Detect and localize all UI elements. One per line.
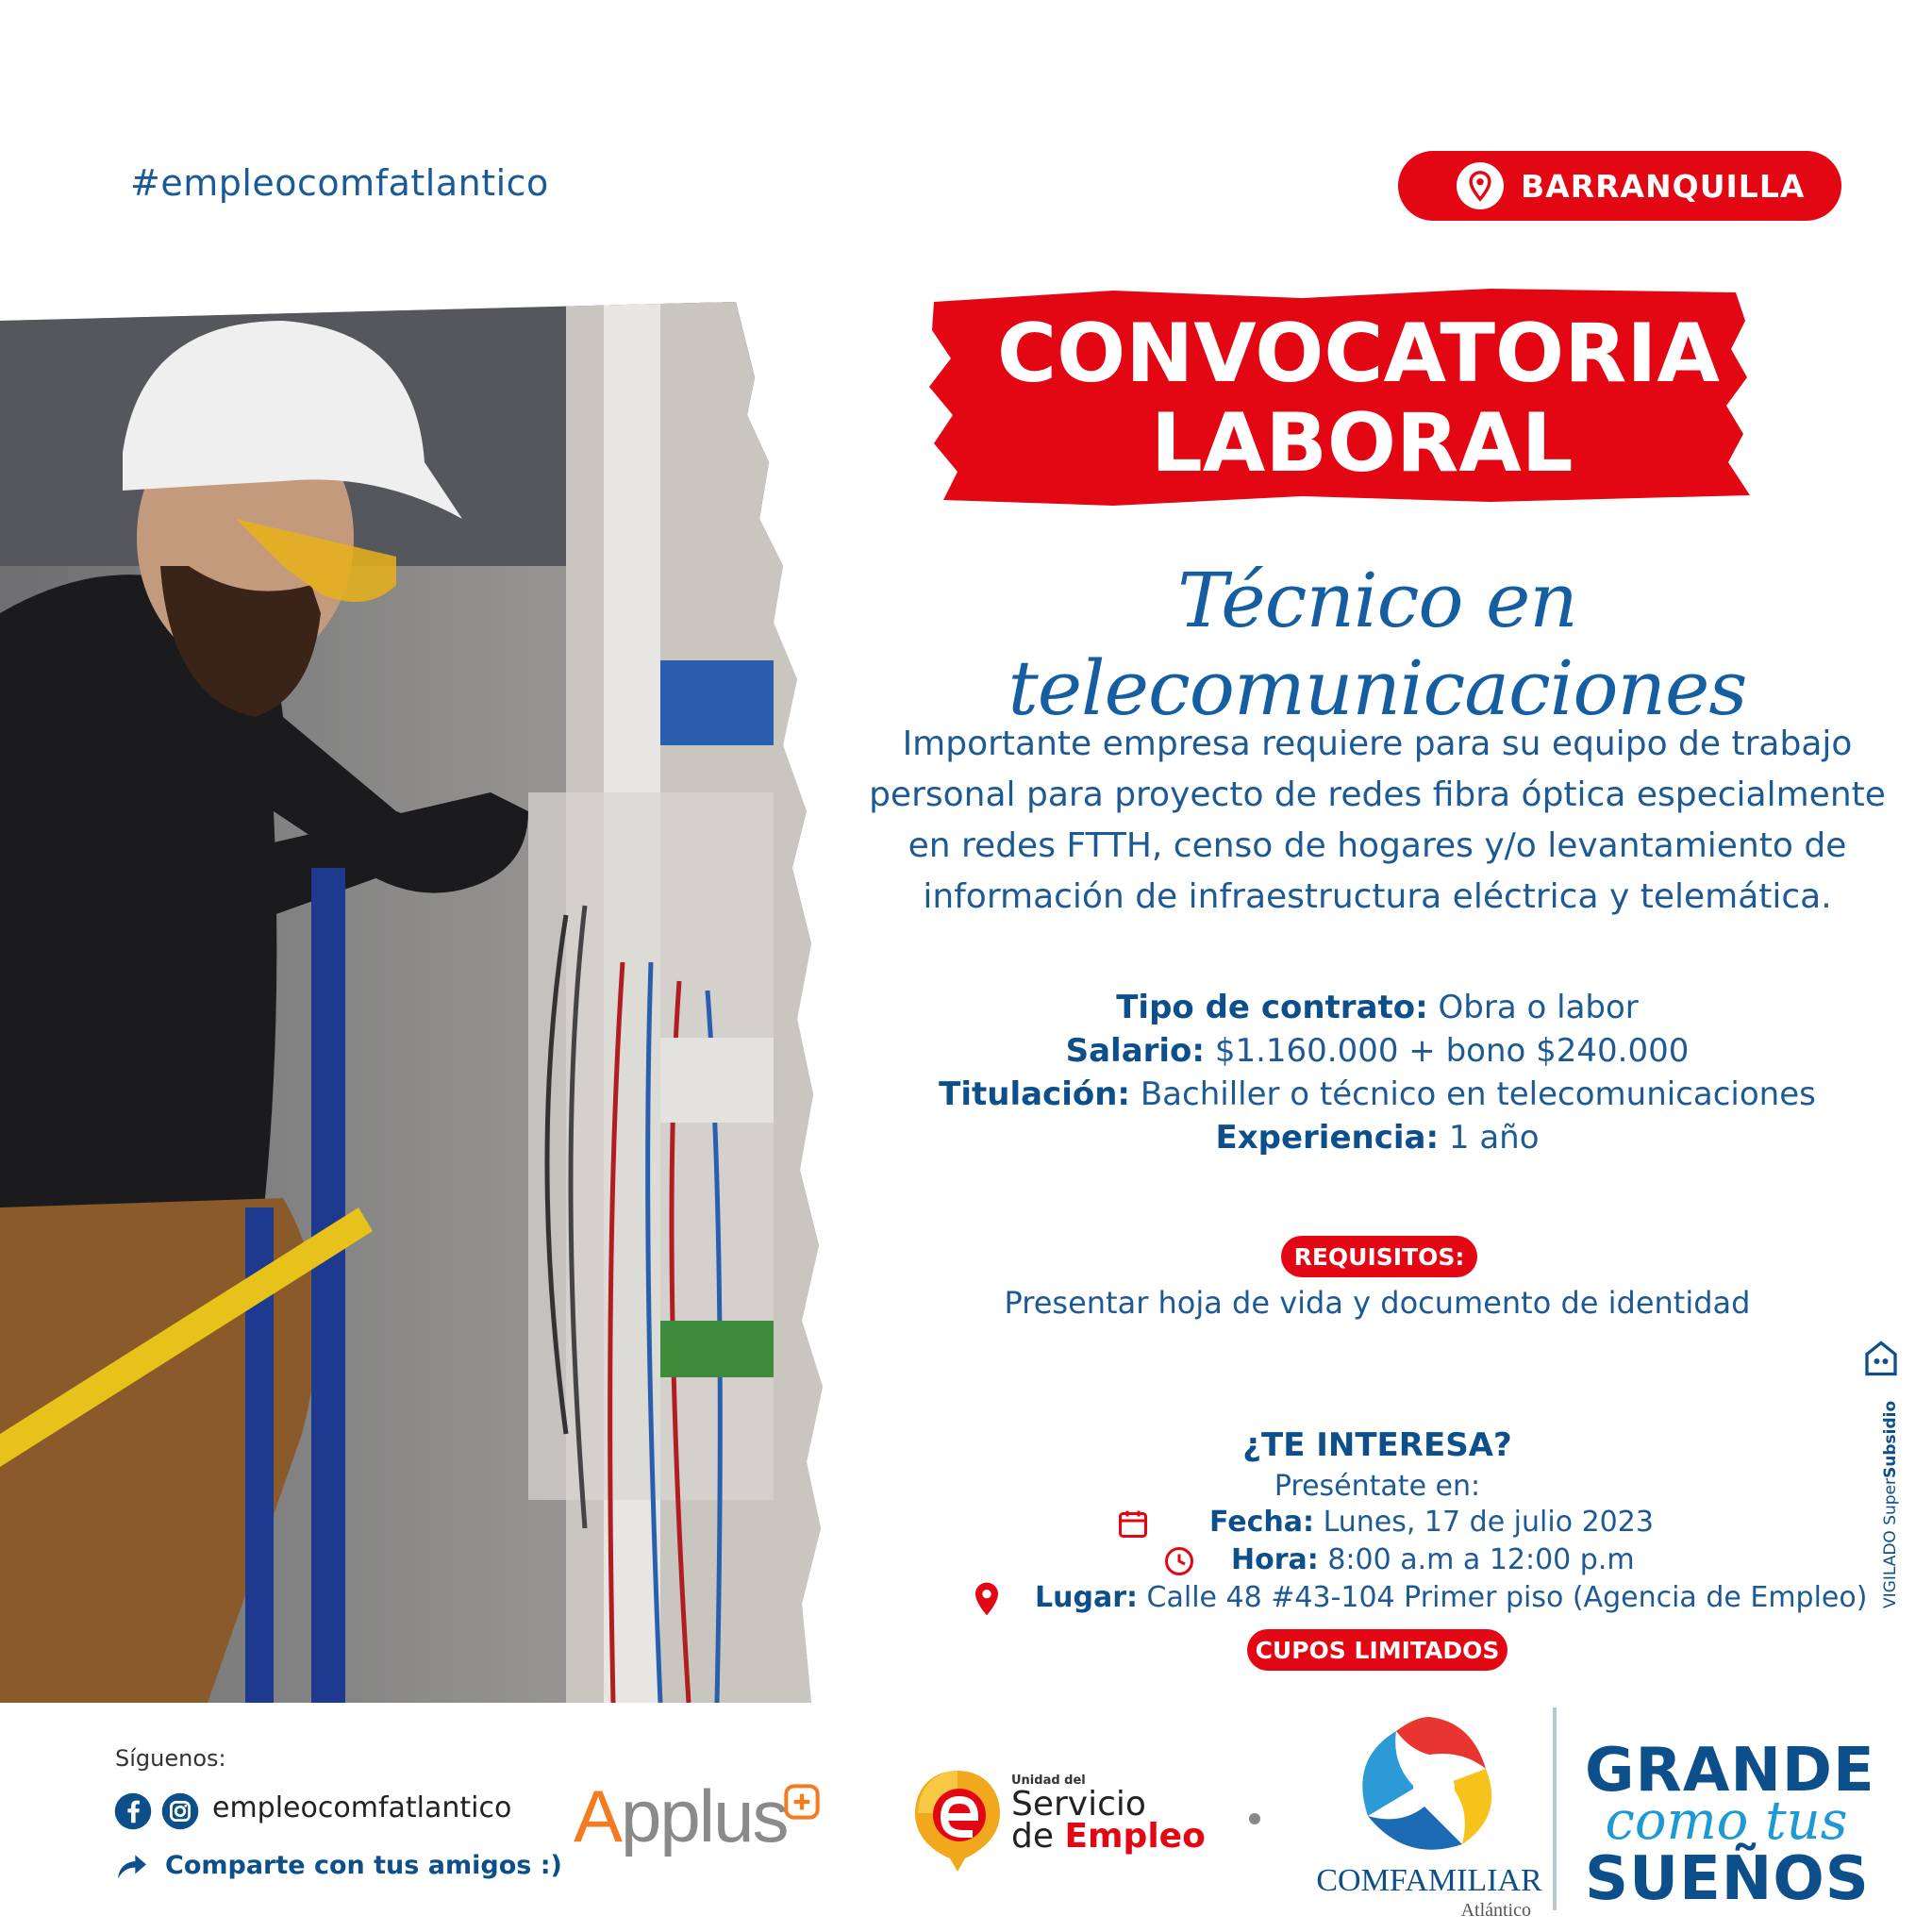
limited-spots-badge: CUPOS LIMITADOS [1247, 1629, 1507, 1671]
place-value: Calle 48 #43-104 Primer piso (Agencia de Empleo) [1146, 1581, 1868, 1614]
share-arrow-icon[interactable] [113, 1847, 151, 1889]
clock-icon [1162, 1544, 1196, 1582]
servicio-line2 [1011, 1817, 1206, 1856]
slogan-line1: GRANDE [1585, 1736, 1875, 1806]
social-handle[interactable]: empleocomfatlantico [212, 1791, 512, 1824]
comfamiliar-sub: Atlántico [1460, 1900, 1531, 1921]
footer-divider [1553, 1707, 1557, 1910]
share-text[interactable]: Comparte con tus amigos :) [165, 1851, 562, 1880]
separator-dot [1249, 1813, 1260, 1824]
applus-first-letter: A [574, 1774, 622, 1857]
date-line [1209, 1506, 1654, 1539]
detail-value: $1.160.000 + bono $240.000 [1214, 1032, 1690, 1070]
hashtag: #empleocomfatlantico [130, 162, 549, 204]
detail-value: 1 año [1448, 1119, 1540, 1157]
facebook-icon[interactable] [113, 1791, 153, 1835]
comfamiliar-name: COMFAMILIAR [1316, 1863, 1542, 1898]
applus-plus-icon [783, 1783, 821, 1824]
applus-rest: pplus [621, 1774, 788, 1857]
interest-subtitle: Preséntate en: [1274, 1470, 1481, 1503]
calendar-icon [1116, 1507, 1150, 1544]
job-description: Importante empresa requiere para su equipo de trabajo personal para proyecto de redes fibra óptica especialmente en redes FTTH, censo de hogares y/o levantamiento de información de infraestructura eléctrica y telemática. [869, 724, 1886, 916]
servicio-line1: Servicio [1011, 1785, 1146, 1824]
vigilado-suffix: Subsidio [1881, 1400, 1900, 1478]
applus-logo [574, 1774, 788, 1859]
detail-label: Salario: [1065, 1032, 1206, 1070]
location-label: BARRANQUILLA [1521, 167, 1806, 205]
vigilado-supersubsidio [1857, 1340, 1913, 1623]
comfamiliar-logo-icon [1349, 1712, 1509, 1857]
map-pin-icon [972, 1581, 1002, 1621]
instagram-icon[interactable] [160, 1791, 200, 1835]
detail-label: Experiencia: [1215, 1119, 1440, 1157]
detail-value: Obra o labor [1438, 989, 1639, 1026]
date-value: Lunes, 17 de julio 2023 [1323, 1506, 1654, 1539]
slogan-line2: como tus [1605, 1790, 1848, 1852]
detail-value: Bachiller o técnico en telecomunicaciones [1140, 1075, 1816, 1113]
servicio-de: de [1011, 1817, 1065, 1856]
servicio-empleo-icon [910, 1766, 1005, 1878]
detail-experience [849, 1119, 1906, 1157]
detail-contract [849, 989, 1906, 1026]
date-label: Fecha: [1209, 1506, 1315, 1539]
servicio-empleo: Empleo [1064, 1817, 1206, 1856]
detail-salary [849, 1032, 1906, 1070]
location-pin-icon [1457, 162, 1504, 209]
follow-label: Síguenos: [115, 1745, 226, 1772]
time-label: Hora: [1231, 1543, 1319, 1576]
banner-title-line1: CONVOCATORIA [997, 307, 1720, 401]
slogan-line3: SUEÑOS [1585, 1844, 1870, 1914]
banner-title-line2: LABORAL [1151, 396, 1574, 491]
requirements-badge: REQUISITOS: [1281, 1236, 1477, 1277]
interest-title: ¿TE INTERESA? [1242, 1426, 1512, 1464]
detail-degree [849, 1075, 1906, 1113]
job-title: Técnico en telecomunicaciones [1008, 557, 1747, 732]
servicio-small-text: Unidad del [1011, 1774, 1086, 1788]
worker-photo [0, 302, 830, 1703]
place-label: Lugar: [1035, 1581, 1138, 1614]
location-badge [1398, 151, 1841, 221]
detail-label: Titulación: [939, 1075, 1131, 1113]
vigilado-prefix: VIGILADO Super [1881, 1477, 1900, 1608]
time-line [1231, 1543, 1635, 1576]
shield-house-icon [1864, 1340, 1898, 1381]
detail-label: Tipo de contrato: [1116, 989, 1428, 1026]
time-value: 8:00 a.m a 12:00 p.m [1327, 1543, 1635, 1576]
place-line [1035, 1581, 1867, 1614]
requirements-text: Presentar hoja de vida y documento de identidad [1004, 1285, 1751, 1321]
